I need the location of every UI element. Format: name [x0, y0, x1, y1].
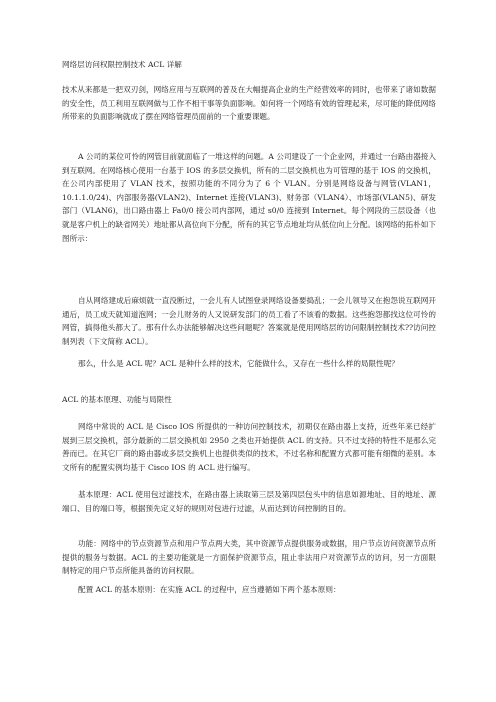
history-paragraph: 网络中常说的 ACL 是 Cisco IOS 所提供的一种访问控制技术，初期仅在路由器上支持，近些年来已经扩展到三层交换机，部分最新的二层交换机如 2950 之类也开始提供 ACL 的支持。只不过支持的特性不是那么完善而已。在其它厂商的路由器或多层交换机上也提供类似的技术，不过名称和配置方式都可能有细微的差别。本文所有的配置实例均基于 Cisco IOS 的 ACL 进行编写。 — [62, 422, 436, 472]
intro-paragraph: 技术从来都是一把双刃剑，网络应用与互联网的普及在大幅提高企业的生产经营效率的同时，也带来了诸如数据的安全性，员工利用互联网做与工作不相干事等负面影响。如何将一个网络有效的管理起来，尽可能的降低网络所带来的负面影响就成了摆在网络管理员面前的一个重要课题。 — [62, 85, 436, 122]
section-heading: ACL 的基本原理、功能与局限性 — [62, 395, 172, 404]
question-paragraph: 那么，什么是 ACL 呢？ACL 是种什么样的技术，它能做什么，又存在一些什么样的局限性呢？ — [78, 359, 399, 368]
principle-paragraph: 基本原理：ACL 使用包过滤技术，在路由器上读取第三层及第四层包头中的信息如源地址、目的地址、源端口、目的端口等，根据预先定义好的规则对包进行过滤，从而达到访问控制的目的。 — [62, 490, 436, 513]
scenario-paragraph: A 公司的某位可怜的网管目前就面临了一堆这样的问题。A 公司建设了一个企业网，并通过一台路由器接入到互联网。在网络核心使用一台基于 IOS 的多层交换机，所有的二层交换机也为可管理的基于 IOS 的交换机，在公司内部使用了 VLAN 技术，按照功能的不同分为了 6 个 VLAN。分别是网络设备与网管(VLAN1，10.1.1.0/24)、内部服务器(VLAN2)、Internet 连接(VLAN3)、财务部（VLAN4）、市场部(VLAN5)、研发部门（VLAN6)，出口路由器上 Fa0/0 接公司内部网，通过 s0/0 连接到 Internet。每个网段的三层设备（也就是客户机上的缺省网关）地址都从高位向下分配，所有的其它节点地址均从低位向上分配。该网络的拓朴如下图所示： — [62, 152, 436, 243]
problems-paragraph: 自从网络建成后麻烦就一直没断过，一会儿有人试图登录网络设备要捣乱；一会儿领导又在抱怨说互联网开通后，员工成天就知道泡网；一会儿财务的人又说研发部门的员工看了不该看的数据。这些抱怨都找这位可怜的网管，搞得他头都大了。那有什么办法能够解决这些问题呢？答案就是使用网络层的访问限制控制技术??访问控制列表（下文简称 ACL）。 — [62, 296, 436, 346]
document-title: 网络层访问权限控制技术 ACL 详解 — [62, 60, 182, 69]
principles-intro-paragraph: 配置 ACL 的基本原则：在实施 ACL 的过程中，应当遵循如下两个基本原则： — [78, 585, 341, 594]
function-paragraph: 功能：网络中的节点资源节点和用户节点两大类，其中资源节点提供服务或数据，用户节点访问资源节点所提供的服务与数据。ACL 的主要功能就是一方面保护资源节点，阻止非法用户对资源节点的访问，另一方面限制特定的用户节点所能具备的访问权限。 — [62, 539, 436, 576]
